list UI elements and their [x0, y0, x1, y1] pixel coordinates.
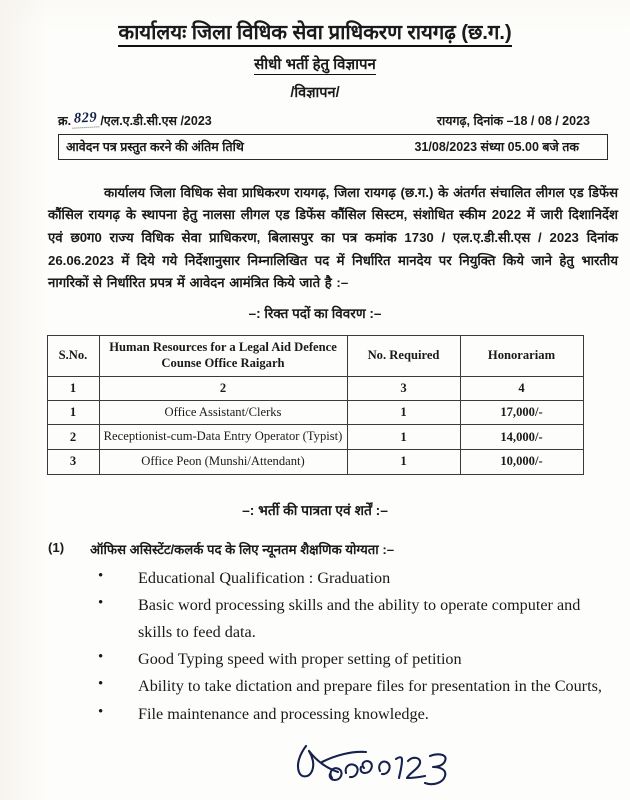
list-item: • Good Typing speed with proper setting of petition — [96, 646, 612, 672]
list-item: • File maintenance and processing knowledge. — [96, 701, 612, 727]
column-number-2: 2 — [99, 376, 347, 400]
header-post: Human Resources for a Legal Aid Defence Counse Office Raigarh — [99, 336, 347, 376]
eligibility-heading: –: भर्ती की पात्रता एवं शर्तें :– — [242, 502, 388, 518]
office-title-text: कार्यालयः जिला विधिक सेवा प्राधिकरण रायगढ़ (छ.ग.) — [118, 21, 511, 47]
reference-suffix: /एल.ए.डी.सी.एस /2023 — [100, 113, 212, 128]
document-subtitle — [0, 54, 630, 74]
reference-prefix: क्र. — [58, 113, 72, 128]
place-and-date: रायगढ़, दिनांक –18 / 08 / 2023 — [436, 113, 590, 128]
requirements-list — [96, 565, 612, 727]
vacancy-table — [47, 335, 584, 475]
row-post: Office Peon (Munshi/Attendant) — [99, 450, 347, 475]
table-row — [47, 450, 583, 475]
list-item: • Basic word processing skills and the ability to operate computer and skills to feed data. — [96, 592, 612, 645]
list-item: • Educational Qualification : Graduation — [96, 565, 612, 591]
row-sno: 1 — [47, 400, 99, 425]
vacancy-details-heading: –: रिक्त पदों का विवरण :– — [248, 306, 382, 322]
signature-area — [292, 742, 472, 794]
last-date-label: आवेदन पत्र प्रस्तुत करने की अंतिम तिथि — [66, 139, 244, 154]
document-subtitle-text: सीधी भर्ती हेतु विज्ञापन — [254, 55, 376, 73]
handwritten-signature-icon — [292, 742, 472, 794]
reference-handwritten-number: 829 — [72, 109, 100, 128]
last-date-value: 31/08/2023 संध्या 05.00 बजे तक — [414, 139, 579, 154]
list-item: • Ability to take dictation and prepare files for presentation in the Courts, — [96, 673, 612, 699]
reference-number-group — [58, 111, 212, 129]
last-date-box — [58, 134, 608, 160]
row-required: 1 — [347, 450, 460, 475]
row-post: Receptionist-cum-Data Entry Operator (Typist) — [99, 425, 347, 450]
row-sno: 3 — [47, 450, 99, 475]
row-sno: 2 — [47, 425, 99, 450]
row-honorarium: 14,000/- — [460, 425, 583, 450]
column-number-1: 1 — [47, 376, 99, 400]
office-title — [0, 0, 630, 46]
clause-text: ऑफिस असिस्टेंट/कलर्क पद के लिए न्यूनतम शैक्षणिक योग्यता :– — [90, 541, 395, 557]
header-sno: S.No. — [47, 336, 99, 376]
clause-number: (1) — [48, 539, 65, 555]
paragraph-part-two: भारतीय नागरिकों से निर्धारित प्रपत्र में आवेदन आमंत्रित किये जाते है :– — [48, 252, 618, 291]
row-post: Office Assistant/Clerks — [99, 400, 347, 425]
advertisement-tag: /विज्ञापन/ — [290, 84, 340, 101]
row-required: 1 — [347, 425, 460, 450]
header-required: No. Required — [347, 336, 460, 376]
table-row — [47, 400, 583, 425]
paragraph-part-one: कार्यालय जिला विधिक सेवा प्राधिकरण रायगढ़, जिला रायगढ़ (छ.ग.) के अंतर्गत संचालित लीगल एड डिफेंस कौंसिल रायगढ़ के स्थापना हेतु नालसा लीगल एड डिफेंस कौंसिल सिस्टम, संशोधित स्कीम 2022 में जारी दिशानिर्देश एवं छ0ग0 राज्य विधिक सेवा प्राधिकरण, बिलासपुर का पत्र कमांक 1730 / एल.ए.डी.सी.एस / 2023 दिनांक 26.06.2023 में दिये गये निर्देशानुसार निम्नालिखित पद में — [48, 184, 618, 268]
header-honorarium: Honorariam — [460, 336, 583, 376]
reference-line — [58, 111, 608, 129]
notice-paragraph — [48, 182, 618, 296]
table-column-number-row — [47, 376, 583, 400]
row-honorarium: 17,000/- — [460, 400, 583, 425]
column-number-3: 3 — [347, 376, 460, 400]
eligibility-clause — [48, 540, 630, 558]
paragraph-bold-phrase: निर्धारित मानदेय पर नियुक्ति किये जाने हेतु — [351, 252, 574, 268]
row-honorarium: 10,000/- — [460, 450, 583, 475]
table-row — [47, 425, 583, 450]
column-number-4: 4 — [460, 376, 583, 400]
row-required: 1 — [347, 400, 460, 425]
table-header-row — [47, 336, 583, 376]
